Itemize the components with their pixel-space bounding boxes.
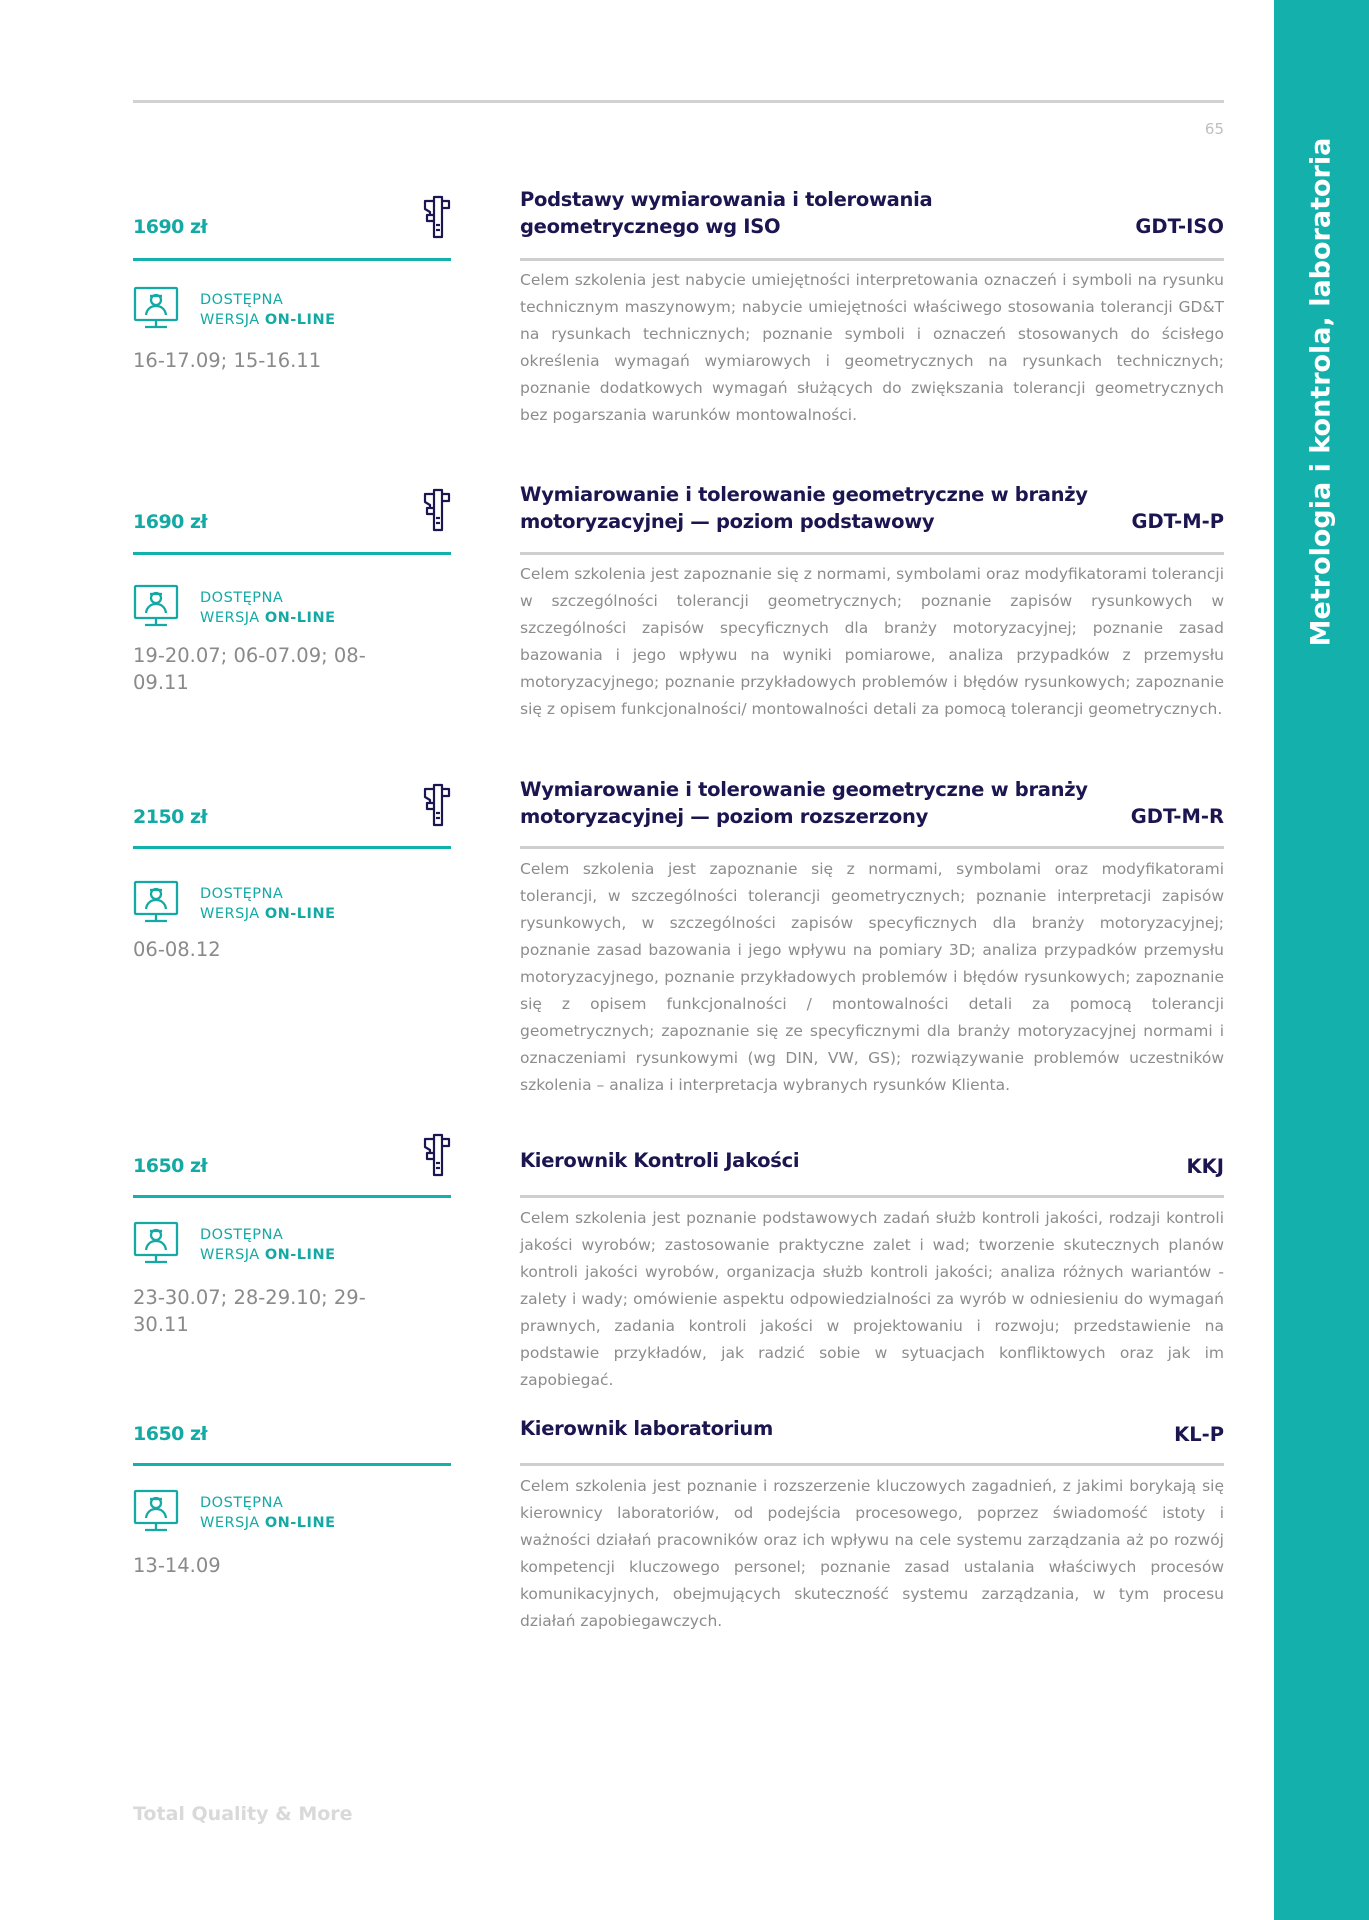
course-dates: 19-20.07; 06-07.09; 08-09.11 [133, 644, 366, 694]
online-monitor-icon [133, 286, 179, 330]
course-price: 1690 zł [133, 511, 208, 533]
course-code: GDT-M-P [1131, 510, 1224, 533]
course-price: 1690 zł [133, 216, 208, 238]
top-rule [133, 100, 1224, 103]
online-line-1: DOSTĘPNA [200, 1227, 284, 1243]
price-rule [133, 846, 451, 849]
section-title: Metrologia i kontrola, laboratoria [1305, 137, 1337, 647]
course-price: 1650 zł [133, 1155, 208, 1177]
title-rule [520, 1463, 1224, 1466]
online-availability [200, 290, 335, 330]
online-monitor-icon [133, 584, 179, 628]
caliper-icon [422, 783, 452, 827]
online-monitor-icon [133, 880, 179, 924]
title-rule [520, 258, 1224, 261]
online-line-2: WERSJA ON-LINE [200, 610, 336, 626]
course-title: Wymiarowanie i tolerowanie geometryczne w branży motoryzacyjnej — poziom rozszerzony [520, 778, 1088, 828]
online-line-2: WERSJA ON-LINE [200, 906, 336, 922]
course-code: KL-P [1174, 1423, 1224, 1446]
online-availability [200, 884, 335, 924]
online-line-2: WERSJA ON-LINE [200, 312, 336, 328]
online-availability [200, 588, 335, 628]
online-line-1: DOSTĘPNA [200, 292, 284, 308]
course-description: Celem szkolenia jest poznanie i rozszerzenie kluczowych zagadnień, z jakimi borykają się kierownicy laboratoriów, od podejścia procesowego, poprzez świadomość istoty i ważności działań pracowników oraz ich wpływu na cele systemu zarządzania aż po rozwój kompetencji kluczowego personel; poznanie zasad ustalania właściwych procesów komunikacyjnych, obejmujących skuteczność systemu zarządzania, w tym procesu działań zapobiegawczych. [520, 1477, 1224, 1630]
course-description: Celem szkolenia jest poznanie podstawowych zadań służb kontroli jakości, rodzaji kontroli jakości wyrobów; zastosowanie praktyczne zalet i wad; tworzenie skutecznych planów kontroli jakości wyrobów, organizacja służb kontroli jakości; analiza różnych wariantów - zalety i wady; omówienie aspektu odpowiedzialności za wyrób w odniesieniu do wymagań prawnych, zadania kontroli jakości w projektowaniu i rozwoju; przedstawienie na podstawie przykładów, jak radzić sobie w sytuacjach konfliktowych oraz jak im zapobiegać. [520, 1209, 1224, 1389]
course-dates: 06-08.12 [133, 938, 221, 961]
online-line-2: WERSJA ON-LINE [200, 1515, 336, 1531]
caliper-icon [422, 488, 452, 532]
online-line-1: DOSTĘPNA [200, 590, 284, 606]
footer-brand: Total Quality & More [133, 1803, 353, 1825]
course-description: Celem szkolenia jest nabycie umiejętności interpretowania oznaczeń i symboli na rysunku technicznym maszynowym; nabycie umiejętności właściwego stosowania tolerancji GD&T na rysunkach technicznych; poznanie symboli i oznaczeń stosowanych do ścisłego określenia wymagań wymiarowych i geometrycznych na rysunkach technicznych; poznanie dodatkowych wymagań służących do zwiększania tolerancji geometrycznych bez pogarszania warunków montowalności. [520, 271, 1224, 424]
online-line-2: WERSJA ON-LINE [200, 1247, 336, 1263]
course-description: Celem szkolenia jest zapoznanie się z normami, symbolami oraz modyfikatorami tolerancji w szczególności tolerancji geometrycznych; poznanie zapisów rysunkowych w szczególności zapisów specyficznych dla branży motoryzacyjnej; poznanie zasad bazowania i jego wpływu na wyniki pomiarowe, analiza przypadków z przemysłu motoryzacyjnego; poznanie przykładowych problemów i błędów rysunkowych; zapoznanie się z opisem funkcjonalności/ montowalności detali za pomocą tolerancji geometrycznych. [520, 565, 1224, 718]
caliper-icon [422, 195, 452, 239]
price-rule [133, 258, 451, 261]
course-code: KKJ [1186, 1155, 1224, 1178]
price-rule [133, 1195, 451, 1198]
online-availability [200, 1493, 335, 1533]
course-title: Wymiarowanie i tolerowanie geometryczne w branży motoryzacyjnej — poziom podstawowy [520, 483, 1088, 533]
course-title: Kierownik laboratorium [520, 1417, 773, 1440]
online-line-1: DOSTĘPNA [200, 1495, 284, 1511]
online-monitor-icon [133, 1489, 179, 1533]
price-rule [133, 1463, 451, 1466]
course-price: 1650 zł [133, 1423, 208, 1445]
course-title: Kierownik Kontroli Jakości [520, 1149, 800, 1172]
title-rule [520, 846, 1224, 849]
course-title: Podstawy wymiarowania i tolerowania geometrycznego wg ISO [520, 188, 933, 238]
page-number: 65 [1204, 120, 1224, 138]
title-rule [520, 1195, 1224, 1198]
course-description: Celem szkolenia jest zapoznanie się z normami, symbolami oraz modyfikatorami tolerancji, w szczególności tolerancji geometrycznych; poznanie interpretacji zapisów rysunkowych, w szczególności zapisów specyficznych dla branży motoryzacyjnej; poznanie zasad bazowania i jego wpływu na pomiary 3D; analiza przypadków przemysłu motoryzacyjnego, poznanie przykładowych problemów i błędów rysunkowych; zapoznanie się z opisem funkcjonalności / montowalności detali za pomocą tolerancji geometrycznych; zapoznanie się ze specyficznymi dla branży motoryzacyjnej normami i oznaczeniami rysunkowymi (wg DIN, VW, GS); rozwiązywanie problemów uczestników szkolenia – analiza i interpretacja wybranych rysunków Klienta. [520, 860, 1224, 1094]
online-monitor-icon [133, 1221, 179, 1265]
caliper-icon [422, 1133, 452, 1177]
course-price: 2150 zł [133, 806, 208, 828]
online-availability [200, 1225, 335, 1265]
course-code: GDT-ISO [1135, 215, 1224, 238]
course-dates: 13-14.09 [133, 1554, 221, 1577]
price-rule [133, 552, 451, 555]
course-dates: 23-30.07; 28-29.10; 29-30.11 [133, 1286, 366, 1336]
course-dates: 16-17.09; 15-16.11 [133, 349, 322, 372]
title-rule [520, 552, 1224, 555]
course-code: GDT-M-R [1130, 805, 1224, 828]
online-line-1: DOSTĘPNA [200, 886, 284, 902]
